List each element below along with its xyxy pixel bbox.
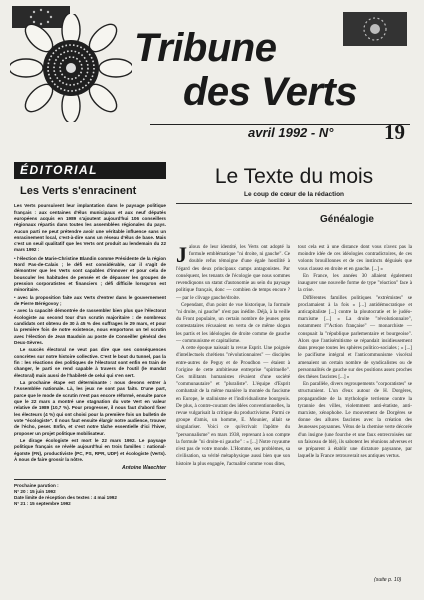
editorial-paragraph: La prochaine étape est déterminante : nous devons entrer à l'Assemblée nationale. Là, les jeux ne sont pas faits. D'une part, parce que le mode de scrutin n'est pas encore réformé, ensuite parce que le 22 mars a montré une stagnation du vote Vert en valeur relative de 1989 (10,7 %). Pour progresser, il nous faut d'abord fixer les électeurs (4 %) qui ont choisi pour la première fois un bulletin de vote "écologiste". Il nous faut ensuite élargir notre audience, trouver de l'écho, peser. Enfin, et c'est notre tâche essentielle d'ici l'hiver, proposer un projet politique mobilisateur. <box>14 380 166 436</box>
masthead-title-line2: des Verts <box>183 70 358 114</box>
next-issue-line: N° 21 : 15 septembre 1992 <box>14 501 71 507</box>
sunflower-logo-icon <box>10 14 132 122</box>
article-column-left <box>176 244 290 468</box>
issue-date: avril 1992 - N° <box>248 125 334 140</box>
editorial-lead: Les Verts poursuivent leur implantation dans le paysage politique français : aux centaines d'élus municipaux et aux neuf députés européens acquis en 1989 s'ajoutent aujourd'hui 106 conseillers régionaux répartis dans toutes les assemblées régionales du pays. Aucun parti ne peut prétendre avoir une véritable influence sans un enracinement local, c'est-à-dire sans un réseau d'élus de base. Mais c'est un seuil qualitatif que les Verts ont produit au lendemain du 22 mars 1992 : <box>14 203 166 253</box>
article-paragraph: En France, les années 30 allaient également inaugurer une nouvelle forme de type "réaction" face à la crise. <box>298 272 412 294</box>
next-issue-line: Prochaine parution : <box>14 482 59 488</box>
list-item: • l'élection de Marie-Christine Blandin comme Présidente de la région Nord Pas-de-Calais ; le défi est considérable, car il s'agit de démontrer que les Verts sont capables d'innover et pour cela de bousculer les habitudes de pensée et de dépasser les groupes de pression corporatistes et financiers ; défi difficile lorsqu'on est minoritaire. <box>14 256 166 294</box>
article-paragraph <box>176 244 290 302</box>
article-paragraph: A cette époque naissait la revue Esprit. Une poignée d'intellectuels chrétiens "révolutionnaires" — disciples entre-autres de Peguy et de Proudhon — étaient à l'origine de cette ambitieuse entreprise "spirituelle". Ces militants humanistes rêvaient d'une société "communautaire" et "pluraliste". L'équipe d'Esprit combattait de la même manière la montée du fascisme en Europe, le stalinisme et l'individualisme bourgeois. De plus, à contre-courant des idées conventionnelles, la revue vulgarisait la critique du productivisme. Parmi ce groupe d'amis, un homme, E. Mounier, allait se singulariser. Voici ce qu'écrivait l'apôtre du "personnalisme" en mars 1938, reprenant à son compte la formule "ni droite-ni gauche" : « [...] Notre royaume n'est pas de votre monde. L'Homme, ses problèmes, sa civilisation, sa vérité métaphysique aussi bien que son histoire la plus engagée, l'actualité comme vous dites, <box>176 345 290 467</box>
feature-title: Le Texte du mois <box>214 165 374 188</box>
editorial-paragraph: Le dirage écologiste est mort le 22 mars 1992. Le paysage politique français se révèle aujourd'hui en trois familles : national-égoïste (FN), productiviste (PC, PS, RPR, UDF) et écologiste (Verts). À nous de faire grossir la nôtre. <box>14 438 166 462</box>
list-item: • avec la capacité démontrée de rassembler bien plus que l'électorat écologiste au second tour d'un scrutin majoritaire : de nombreux candidats ont obtenu de 30 à 45 % des suffrages le 29 mars, et pour la première fois de notre existence, nous emportons un tel scrutin avec l'élection de Jean Baudoin au poste de Conseiller général des Deux-Sèvres. <box>14 308 166 346</box>
feature-divider <box>176 203 412 204</box>
feature-subtitle: Le coup de cœur de la rédaction <box>243 191 345 198</box>
feature-header <box>176 160 412 204</box>
article-paragraph: En parallèle, divers regroupements "corporatistes" se structuraient. L'un d'eux autour de H. Dorgères, propagandiste de la mythologie terrienne contre la tyrannie des villes, violemment anti-étatiste, anti-marxiste, xénophobe. Le mouvement de Dorgères se donne des allures fascistes avec la création des Jeunesses paysannes. Vêtus de la chemise verte décorée d'un insigne (une fourche et une faux entrecroisées sur un faisceau de blé), ils sabotent les réunions adverses et se préparent à établir une dictature paysanne, par laquelle la France retrouverait ses antiques vertus. <box>298 381 412 460</box>
article-paragraph: Cependant, d'un point de vue historique, la formule "ni droite, ni gauche" n'est pas inédite. Déjà, à la veille du Front populaire, un certain nombre de jeunes gens contestataires récusaient en vertu de ce même slogan les partis et les idéologies de droite comme de gauche — communisme et capitalisme. <box>176 301 290 344</box>
editorial-column <box>14 162 166 507</box>
article-text: aloux de leur identité, les Verts ont adopté la formule emblématique "ni droite, ni gauche". Ce double refus témoigne d'une égale hostilité à l'égard des deux principaux camps antagonistes. Par conséquent, les tenants de l'écologie que nous sommes revendiquons un statut d'autonomie au sein du paysage politique français, donc — combien de temps encore ? — par le clivage gauche/droite. <box>176 244 290 301</box>
next-issue-line: Date limite de réception des textes : 4 mai 1992 <box>14 494 117 500</box>
editorial-band: ÉDITORIAL <box>14 162 166 179</box>
next-issue-box <box>14 479 166 508</box>
continued-note: (suite p. 10) <box>374 577 402 583</box>
list-item: • avec la proposition faite aux Verts d'entrer dans le gouvernement de Pierre Bérégovoy ; <box>14 295 166 308</box>
masthead-title-line1: Tribune <box>134 26 277 70</box>
next-issue-line: N° 20 : 15 juin 1992 <box>14 488 56 494</box>
drop-cap: J <box>176 242 187 267</box>
article-paragraph: tout cela est à une distance dont vous n'avez pas la moindre idée de ces idéologies contradictoires, de ces volonts brouillonnes et de ces instincts déguisés que vous classez en droite et en gauche. [...] » <box>298 244 412 272</box>
editorial-title: Les Verts s'enracinent <box>20 185 137 197</box>
article-column-right <box>298 244 412 461</box>
editorial-signature: Antoine Waechter <box>121 465 166 472</box>
section-heading: Généalogie <box>320 214 374 225</box>
eu-flag-icon <box>343 12 407 46</box>
editorial-paragraph: Le succès électoral ne veut pas dire que ses conséquences concrètes sur notre histoire collective. C'est le bout du tunnel, pas la fin : les réactions des politiques de l'électorat sont enfin en train de changer, le parti se rend capable à travers de l'outil (le mandat électoral) mais aussi de l'habileté de celui qui s'en sert. <box>14 347 166 378</box>
issue-number: 19 <box>384 120 405 144</box>
article-paragraph: Différentes familles politiques "extrémistes" se proclamaient à la fois « [...] antidémocratique et anticapitaliste [...] contre la ploutocratie et le judéo-marxisme [...] » La droite "révolutionnaire", notamment l'"Action française" — monarchiste — conspuait la "république parlementaire et bourgeoise". Alors que l'antisémitisme se répandait insidieusement dans presque toutes les sphères politico-sociales ; « [...] le pacifisme intégral et l'anticommunisme viscéral amenaient un certain nombre de syndicalistes ou de personnalités de gauche sur des positions assez proches des thèses fascistes [...] » <box>298 294 412 380</box>
editorial-bullets <box>14 256 166 347</box>
